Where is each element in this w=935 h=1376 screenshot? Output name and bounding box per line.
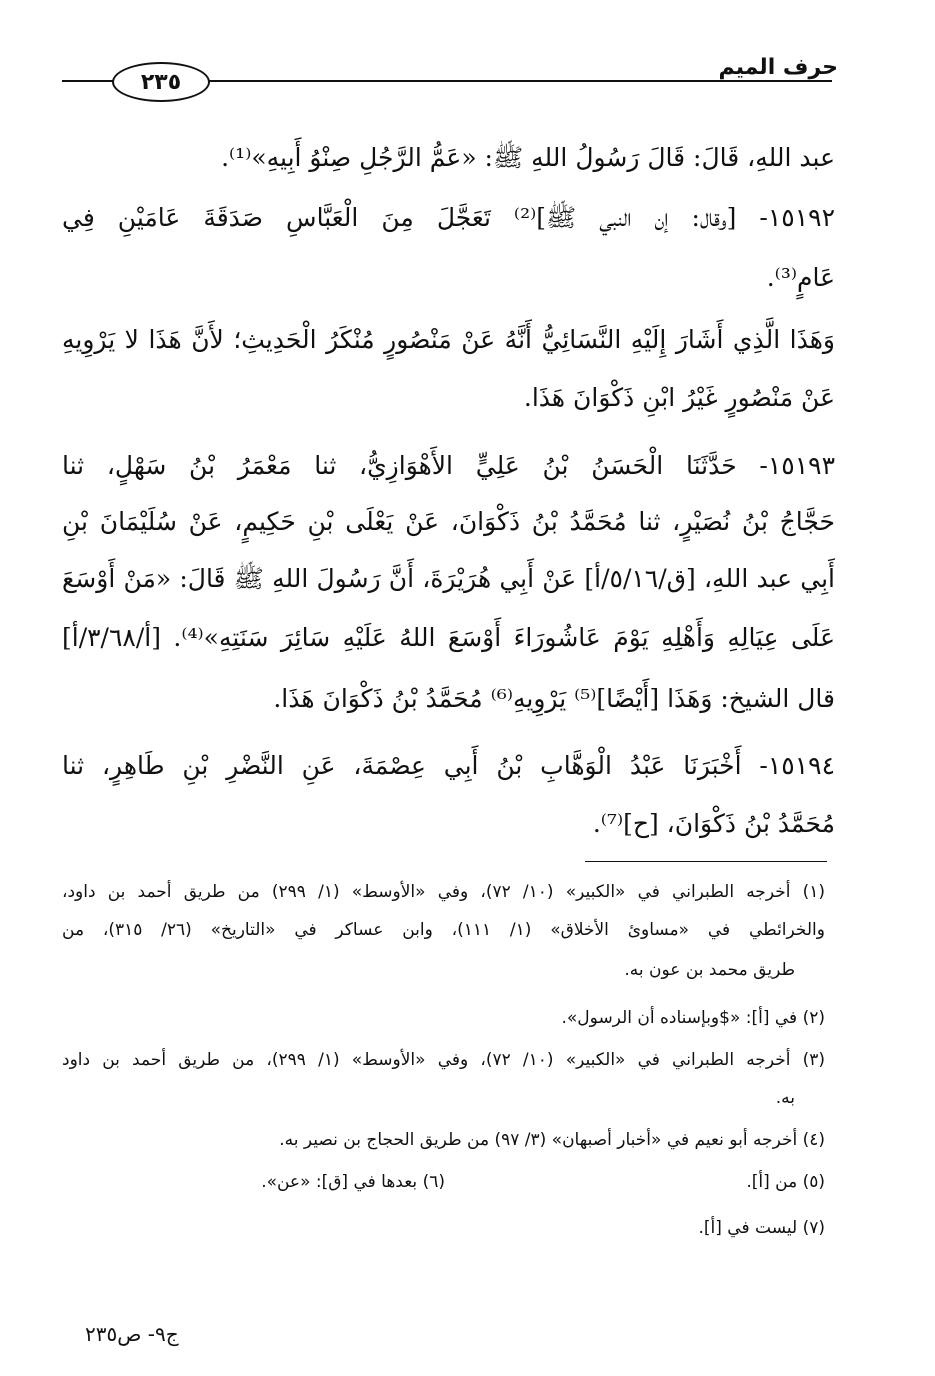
body-line: ١٥١٩٤- أَخْبَرَنَا عَبْدُ الْوَهَّابِ بْنُ أَبِي عِصْمَةَ، عَنِ النَّضْرِ بْنِ طَاهِرٍ، ثنا — [62, 751, 835, 780]
footnote-separator — [585, 861, 827, 862]
body-line: مُحَمَّدُ بْنُ ذَكْوَانَ، [ح]⁽⁷⁾. — [592, 809, 835, 838]
body-line: ١٥١٩٣- حَدَّثَنَا الْحَسَنُ بْنُ عَلِيٍّ الأَهْوَازِيُّ، ثنا مَعْمَرُ بْنُ سَهْلٍ، ثنا — [62, 451, 835, 480]
body-line: عبد اللهِ، قَالَ: قَالَ رَسُولُ اللهِ ﷺ: «عَمُّ الرَّجُلِ صِنْوُ أَبِيهِ»⁽¹⁾. — [221, 143, 835, 172]
body-line: أَبِي عبد اللهِ، [ق/٥/١٦/أ] عَنْ أَبِي هُرَيْرَةَ، أَنَّ رَسُولَ اللهِ ﷺ قَالَ: «مَنْ أَوْسَعَ — [62, 564, 835, 593]
body-line: حَجَّاجُ بْنُ نُصَيْرٍ، ثنا مُحَمَّدُ بْنُ ذَكْوَانَ، عَنْ يَعْلَى بْنِ حَكِيمٍ، عَنْ سُلَيْمَانَ بْنِ — [62, 507, 835, 536]
body-line: وَهَذَا الَّذِي أَشَارَ إِلَيْهِ النَّسَائِيُّ أَنَّهُ عَنْ مَنْصُورٍ مُنْكَرُ الْحَدِيثِ؛ لأَنَّ هَذَا لا يَرْوِيهِ — [62, 325, 835, 354]
footnote-line: (١) أخرجه الطبراني في «الكبير» (١٠/ ٧٢)، وفي «الأوسط» (١/ ٢٩٩) من طريق أحمد بن داود، — [62, 882, 826, 902]
page-number: ٢٣٥ — [140, 69, 182, 95]
footnote-line: به. — [775, 1088, 795, 1108]
chapter-title: حرف الميم — [718, 55, 838, 80]
body-line: عَامٍ⁽³⁾. — [766, 263, 835, 292]
footnote-line: والخرائطي في «مساوئ الأخلاق» (١/ ١١١)، وابن عساكر في «التاريخ» (٢٦/ ٣١٥)، من — [62, 920, 825, 940]
body-line: ١٥١٩٢- [وقال: إن النبي ﷺ]⁽²⁾ تَعَجَّلَ مِنَ الْعَبَّاسِ صَدَقَةَ عَامَيْنِ فِي — [62, 203, 835, 232]
footnote-line: (٤) أخرجه أبو نعيم في «أخبار أصبهان» (٣/ ٩٧) من طريق الحجاج بن نصير به. — [279, 1130, 825, 1150]
footnote-line: (٢) في [أ]: «$وبإسناده أن الرسول». — [561, 1008, 825, 1028]
volume-page-reference: ج٩- ص٢٣٥ — [85, 1322, 179, 1346]
body-line: قال الشيخ: وَهَذَا [أَيْضًا]⁽⁵⁾ يَرْوِيهِ⁽⁶⁾ مُحَمَّدُ بْنُ ذَكْوَانَ هَذَا. — [273, 684, 835, 713]
footnote-line: طريق محمد بن عون به. — [624, 960, 795, 980]
footnote-line: (٦) بعدها في [ق]: «عن». — [261, 1172, 445, 1192]
footnote-line: (٧) ليست في [أ]. — [698, 1218, 825, 1238]
page-number-badge — [112, 62, 210, 102]
footnote-line: (٥) من [أ]. — [746, 1172, 825, 1192]
body-line: عَنْ مَنْصُورٍ غَيْرُ ابْنِ ذَكْوَانَ هَذَا. — [523, 383, 835, 412]
footnote-line: (٣) أخرجه الطبراني في «الكبير» (١٠/ ٧٢)، وفي «الأوسط» (١/ ٢٩٩)، من طريق أحمد بن داود — [62, 1050, 826, 1070]
body-line: عَلَى عِيَالِهِ وَأَهْلِهِ يَوْمَ عَاشُورَاءَ أَوْسَعَ اللهُ عَلَيْهِ سَائِرَ سَنَتِهِ»⁽⁴⁾. [أ/٣/٦٨/أ] — [62, 623, 836, 652]
